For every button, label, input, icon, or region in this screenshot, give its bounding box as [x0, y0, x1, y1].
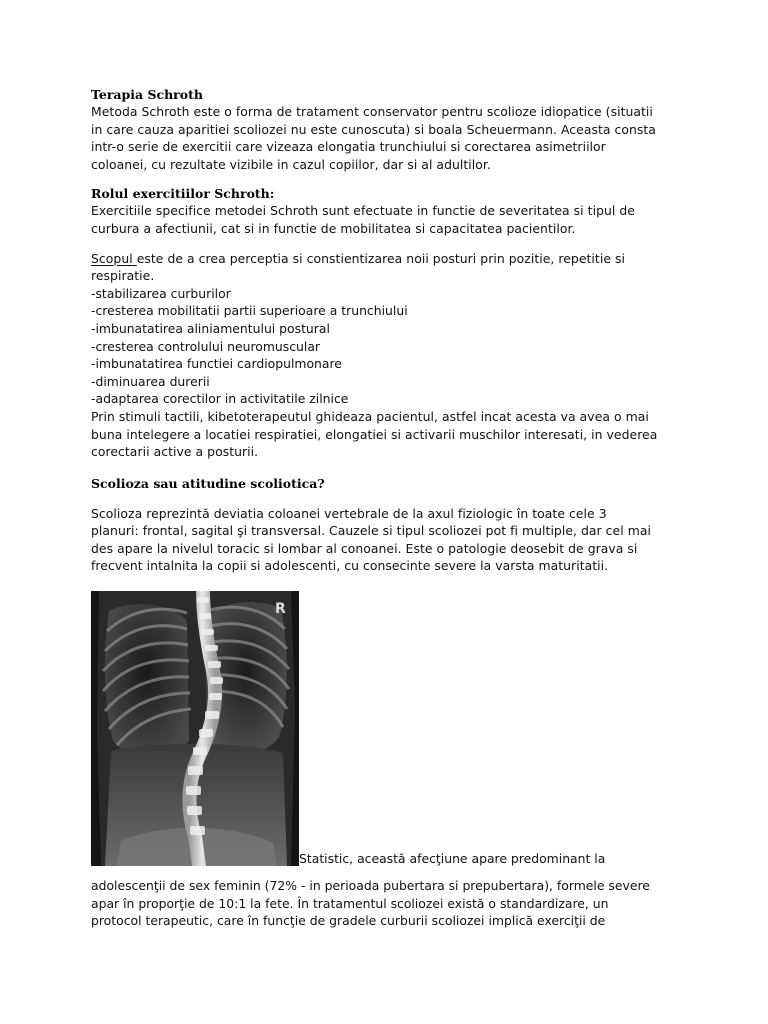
section-title-rolul-exercitiilor: Rolul exercitiilor Schroth:: [91, 186, 275, 202]
paragraph-line: apar în proporţie de 10:1 la fete. În tratamentul scoliozei există o standardizare, un: [91, 895, 609, 911]
paragraph-line: frecvent intalnita la copii si adolescenti, cu consecinte severe la varsta maturitatii.: [91, 558, 609, 574]
scope-text: este de a crea perceptia si constientizarea noii posturi prin pozitie, repetitie si: [136, 250, 625, 266]
paragraph-line: adolescenţii de sex feminin (72% - in perioada pubertara si prepubertara), formele severe: [91, 878, 650, 894]
list-item: -cresterea mobilitatii partii superioare a trunchiului: [91, 303, 408, 319]
list-item: -cresterea controlului neuromuscular: [91, 338, 321, 354]
paragraph-line: buna intelegere a locatiei respiratiei, elongatiei si activarii muschilor interesati, in vederea: [91, 426, 658, 442]
paragraph-line: Metoda Schroth este o forma de tratament conservator pentru scolioze idiopatice (situatii: [91, 104, 653, 119]
paragraph-line: in care cauza aparitiei scoliozei nu este cunoscuta) si boala Scheuermann. Aceasta consta: [91, 121, 656, 137]
list-item: -stabilizarea curburilor: [91, 285, 231, 301]
scope-paragraph: [91, 250, 681, 268]
paragraph-line: corectarii active a posturii.: [91, 444, 259, 460]
paragraph-line: protocol terapeutic, care în funcţie de gradele curburii scoliozei implică exerciţii de: [91, 913, 606, 929]
inline-caption: Statistic, această afecţiune apare predominant la: [299, 851, 606, 867]
paragraph-line: coloanei, cu rezultate vizibile in cazul copiilor, dar si al adultilor.: [91, 156, 491, 172]
section-title-terapia-schroth: Terapia Schroth: [91, 87, 203, 102]
spine-xray-image: [91, 591, 299, 866]
paragraph-line: Scolioza reprezintă deviatia coloanei vertebrale de la axul fiziologic în toate cele 3: [91, 505, 607, 521]
xray-figure-row: [91, 591, 681, 877]
paragraph-line: curbura a afectiunii, cat si in functie de mobilitatea si capacitatea pacientilor.: [91, 220, 576, 236]
paragraph-line: Prin stimuli tactili, kibetoterapeutul ghideaza pacientul, astfel incat acesta va avea o mai: [91, 408, 649, 424]
list-item: -adaptarea corectilor in activitatile zilnice: [91, 391, 349, 407]
section-title-scolioza: Scolioza sau atitudine scoliotica?: [91, 475, 325, 491]
paragraph-line: Exercitiile specifice metodei Schroth sunt efectuate in functie de severitatea si tipul de: [91, 203, 635, 219]
list-item: -diminuarea durerii: [91, 373, 210, 389]
scope-word: Scopul: [91, 250, 137, 266]
paragraph-line: intr-o serie de exercitii care vizeaza elongatia trunchiului si corectarea asimetriilor: [91, 139, 606, 155]
paragraph-line: planuri: frontal, sagital şi transversal. Cauzele si tipul scoliozei pot fi multiple, dar cel mai: [91, 523, 651, 539]
list-item: -imbunatatirea functiei cardiopulmonare: [91, 356, 342, 372]
xray-side-marker: R: [275, 601, 286, 618]
document-page: [91, 86, 681, 930]
paragraph-line: respiratie.: [91, 268, 155, 284]
list-item: -imbunatatirea aliniamentului postural: [91, 320, 330, 336]
goals-list: [91, 285, 681, 408]
paragraph-line: des apare la nivelul toracic si lombar al conoanei. Este o patologie deosebit de grava si: [91, 540, 638, 556]
